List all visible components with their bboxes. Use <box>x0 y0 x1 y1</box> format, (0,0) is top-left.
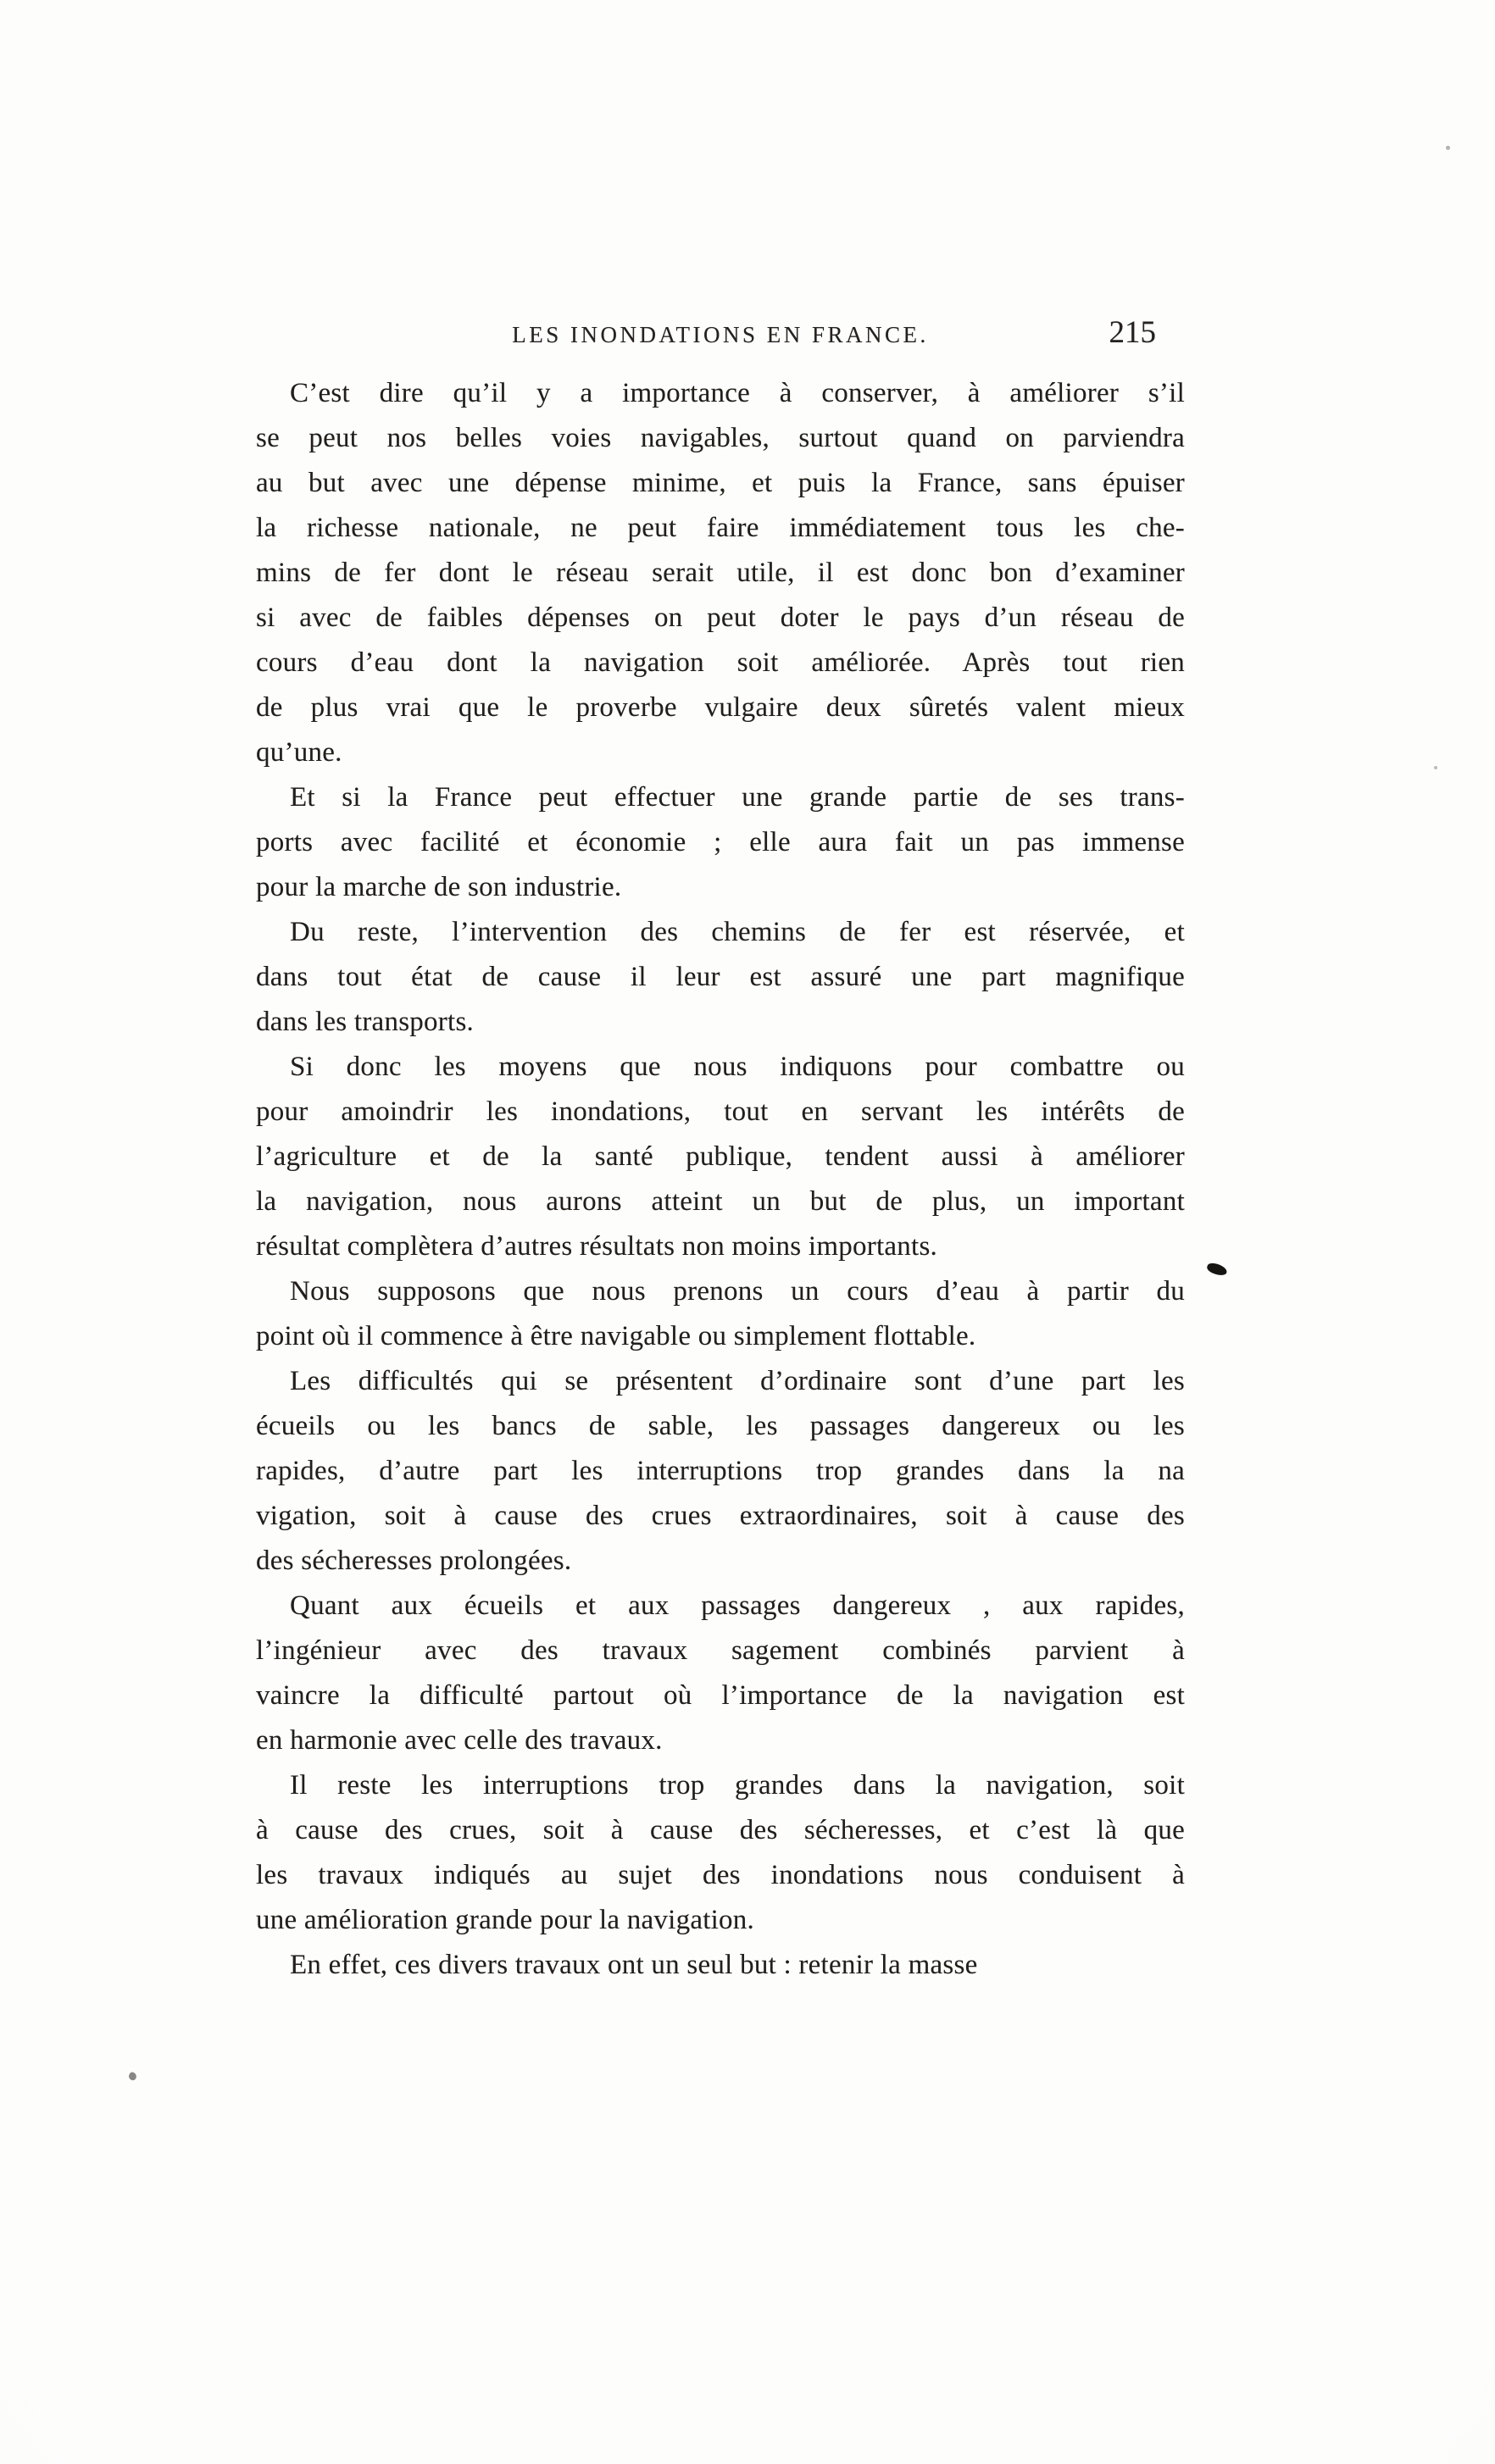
text-line: qu’une. <box>256 737 342 768</box>
text-line: dans tout état de cause il leur est assuré une part magnifique <box>256 962 1185 992</box>
text-line: cours d’eau dont la navigation soit améliorée. Après tout rien <box>256 647 1185 678</box>
scan-speck-bottom-left <box>127 2071 137 2081</box>
text-line: en harmonie avec celle des travaux. <box>256 1725 663 1756</box>
text-line: C’est dire qu’il y a importance à conserver, à améliorer s’il <box>290 378 1185 408</box>
text-line: dans les transports. <box>256 1007 475 1037</box>
text-line: de plus vrai que le proverbe vulgaire deux sûretés valent mieux <box>256 692 1185 723</box>
paragraph <box>256 1045 1185 1269</box>
text-line: les travaux indiqués au sujet des inondations nous conduisent à <box>256 1860 1185 1890</box>
text-line: l’ingénieur avec des travaux sagement combinés parvient à <box>256 1635 1185 1666</box>
text-line: point où il commence à être navigable ou simplement flottable. <box>256 1321 976 1351</box>
text-line: à cause des crues, soit à cause des sécheresses, et c’est là que <box>256 1815 1185 1845</box>
text-line: l’agriculture et de la santé publique, tendent aussi à améliorer <box>256 1141 1185 1172</box>
paragraph <box>256 1763 1185 1943</box>
text-line: Nous supposons que nous prenons un cours d’eau à partir du <box>290 1276 1185 1307</box>
text-line: Du reste, l’intervention des chemins de fer est réservée, et <box>290 917 1185 947</box>
text-line: une amélioration grande pour la navigation. <box>256 1905 755 1935</box>
text-line: Si donc les moyens que nous indiquons pour combattre ou <box>290 1052 1185 1082</box>
paragraph <box>256 1584 1185 1763</box>
scan-speck-mid-right <box>1434 766 1437 769</box>
running-header-title: LES INONDATIONS EN FRANCE. <box>512 322 929 347</box>
paragraph <box>256 910 1185 1045</box>
ink-blot-mark <box>1206 1262 1229 1278</box>
text-line: la richesse nationale, ne peut faire immédiatement tous les che- <box>256 513 1185 543</box>
text-line: vigation, soit à cause des crues extraordinaires, soit à cause des <box>256 1501 1185 1531</box>
page-body <box>256 371 1185 1988</box>
text-line: vaincre la difficulté partout où l’importance de la navigation est <box>256 1680 1185 1711</box>
text-line: pour amoindrir les inondations, tout en servant les intérêts de <box>256 1096 1185 1127</box>
text-line: des sécheresses prolongées. <box>256 1546 572 1576</box>
text-line: Quant aux écueils et aux passages dangereux , aux rapides, <box>290 1590 1185 1621</box>
text-line: mins de fer dont le réseau serait utile, il est donc bon d’examiner <box>256 558 1185 588</box>
text-line: se peut nos belles voies navigables, surtout quand on parviendra <box>256 423 1185 453</box>
paragraph <box>256 1269 1185 1359</box>
paragraph <box>256 371 1185 775</box>
text-line: pour la marche de son industrie. <box>256 872 622 902</box>
paragraph <box>256 1359 1185 1584</box>
book-page <box>256 315 1185 1988</box>
page-number: 215 <box>1109 315 1156 350</box>
scan-speck-top-right <box>1446 146 1450 150</box>
text-line: Il reste les interruptions trop grandes dans la navigation, soit <box>290 1770 1185 1801</box>
text-line: la navigation, nous aurons atteint un but de plus, un important <box>256 1186 1185 1217</box>
text-line: résultat complètera d’autres résultats non moins importants. <box>256 1231 938 1262</box>
text-line: écueils ou les bancs de sable, les passages dangereux ou les <box>256 1411 1185 1441</box>
text-line: rapides, d’autre part les interruptions trop grandes dans la na <box>256 1456 1185 1486</box>
text-line: Et si la France peut effectuer une grande partie de ses trans- <box>290 782 1185 813</box>
text-line: Les difficultés qui se présentent d’ordinaire sont d’une part les <box>290 1366 1185 1396</box>
paragraph <box>256 1943 1185 1988</box>
text-line: si avec de faibles dépenses on peut doter le pays d’un réseau de <box>256 602 1185 633</box>
text-line: au but avec une dépense minime, et puis la France, sans épuiser <box>256 468 1185 498</box>
text-line: ports avec facilité et économie ; elle aura fait un pas immense <box>256 827 1185 857</box>
running-header <box>256 315 1185 354</box>
paragraph <box>256 775 1185 910</box>
text-line: En effet, ces divers travaux ont un seul but : retenir la masse <box>290 1950 978 1980</box>
